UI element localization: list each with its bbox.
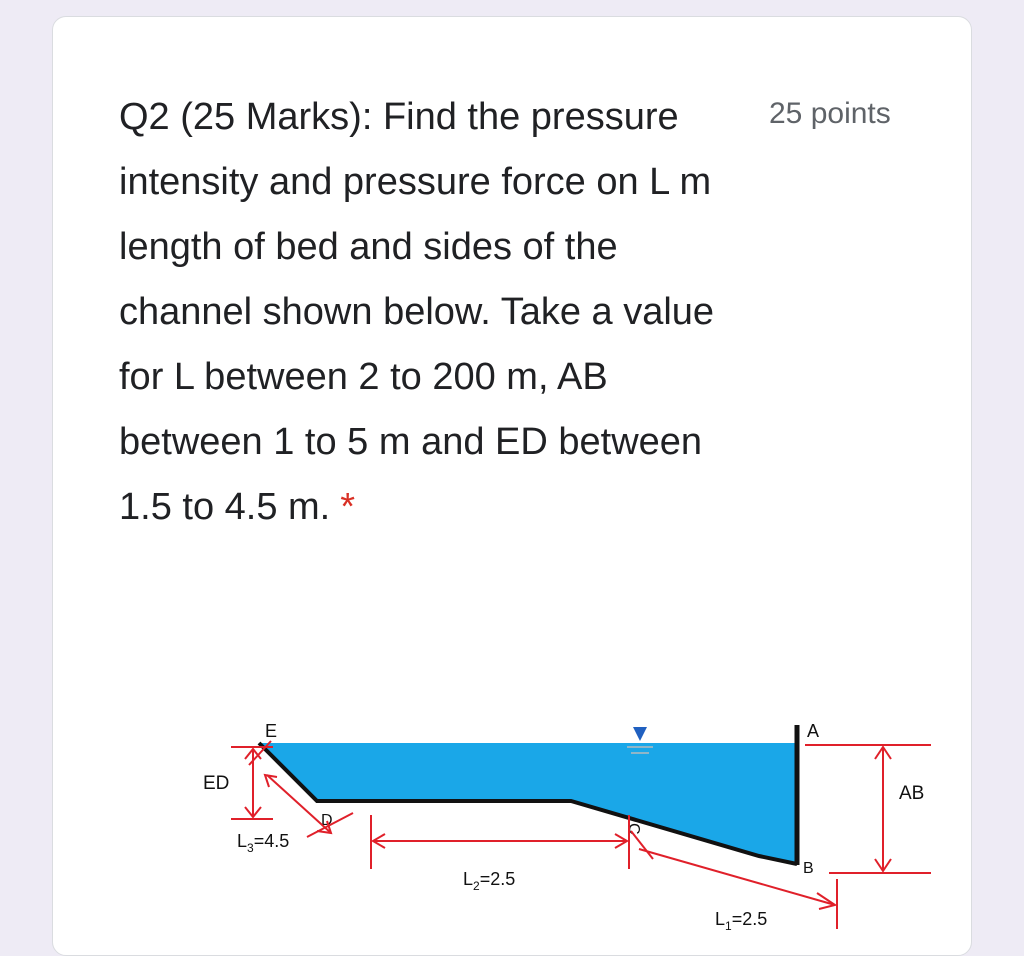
label-ed: ED xyxy=(203,773,230,794)
question-text xyxy=(119,85,759,540)
label-c: C xyxy=(625,823,642,835)
label-a: A xyxy=(807,721,820,741)
value-l1-number: 2.5 xyxy=(742,909,768,929)
water-area xyxy=(259,743,797,864)
label-l1: $L_1=2.5$ xyxy=(715,909,768,933)
label-ab: AB xyxy=(899,783,925,804)
value-l2-number: 2.5 xyxy=(490,869,516,889)
label-l2: $L_2=2.5$ xyxy=(463,869,516,893)
question-body: Q2 (25 Marks): Find the pressure intensity and pressure force on L m length of bed and sides of the channel shown below. Take a value for L between 2 to 200 m, AB between 1 to 5 m and ED between 1.5 to 4.5 m. xyxy=(119,96,715,528)
value-l3: = xyxy=(253,831,265,851)
question-card xyxy=(52,16,972,956)
channel-diagram xyxy=(141,697,925,942)
label-b: B xyxy=(803,860,814,877)
dimension-ab xyxy=(805,745,931,873)
required-asterisk: * xyxy=(340,486,356,528)
label-e: E xyxy=(265,721,278,741)
label-l3: $L_3=4.5$ xyxy=(237,831,290,855)
points-label: 25 points xyxy=(769,97,891,130)
channel-diagram-svg xyxy=(141,697,925,937)
value-l3-number: 4.5 xyxy=(264,831,290,851)
dimension-l2 xyxy=(371,815,629,869)
label-d: D xyxy=(321,812,333,829)
water-surface-symbol xyxy=(633,727,647,741)
